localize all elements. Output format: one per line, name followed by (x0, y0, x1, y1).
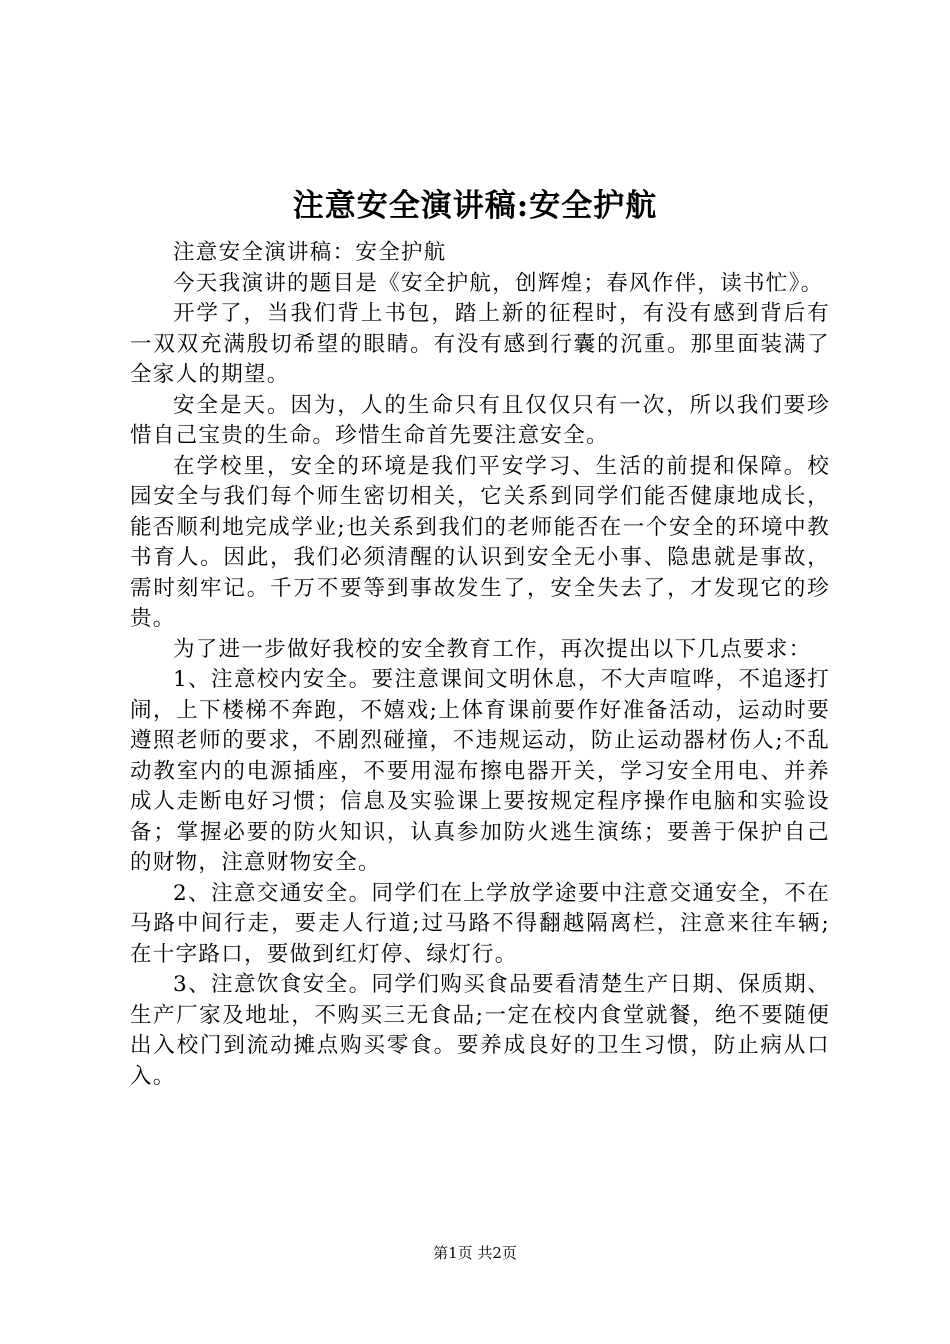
body-paragraph: 注意安全演讲稿：安全护航 (173, 240, 447, 265)
body-paragraph: 在学校里，安全的环境是我们平安学习、生活的前提和保障。校园安全与我们每个师生密切相关，它关系到同学们能否健康地成长，能否顺利地完成学业;也关系到我们的老师能否在一个安全的环境中教书育人。因此，我们必须清醒的认识到安全无小事、隐患就是事故，需时刻牢记。千万不要等到事故发生了，安全失去了，才发现它的珍贵。 (130, 453, 830, 631)
body-paragraph: 安全是天。因为，人的生命只有且仅仅只有一次，所以我们要珍惜自己宝贵的生命。珍惜生命首先要注意安全。 (130, 392, 830, 448)
document-body (130, 238, 830, 1092)
page-number-footer: 第1页 共2页 (433, 1244, 517, 1262)
body-paragraph: 开学了，当我们背上书包，踏上新的征程时，有没有感到背后有一双双充满殷切希望的眼睛。有没有感到行囊的沉重。那里面装满了全家人的期望。 (130, 301, 830, 387)
body-paragraph: 今天我演讲的题目是《安全护航，创辉煌；春风作伴，读书忙》。 (173, 270, 824, 296)
body-paragraph: 为了进一步做好我校的安全教育工作，再次提出以下几点要求： (173, 636, 812, 662)
body-paragraph: 2、注意交通安全。同学们在上学放学途要中注意交通安全，不在马路中间行走，要走人行道;过马路不得翻越隔离栏，注意来往车辆;在十字路口，要做到红灯停、绿灯行。 (130, 880, 830, 967)
body-paragraph: 3、注意饮食安全。同学们购买食品要看清楚生产日期、保质期、生产厂家及地址，不购买三无食品;一定在校内食堂就餐，绝不要随便出入校门到流动摊点购买零食。要养成良好的卫生习惯，防止病从口入。 (130, 972, 830, 1089)
body-paragraph: 1、注意校内安全。要注意课间文明休息，不大声喧哗，不追逐打闹，上下楼梯不奔跑，不嬉戏;上体育课前要作好准备活动，运动时要遵照老师的要求，不剧烈碰撞，不违规运动，防止运动器材伤人;不乱动教室内的电源插座，不要用湿布擦电器开关，学习安全用电、并养成人走断电好习惯；信息及实验课上要按规定程序操作电脑和实验设备；掌握必要的防火知识，认真参加防火逃生演练；要善于保护自己的财物，注意财物安全。 (130, 667, 830, 875)
document-title: 注意安全演讲稿:安全护航 (292, 188, 658, 224)
